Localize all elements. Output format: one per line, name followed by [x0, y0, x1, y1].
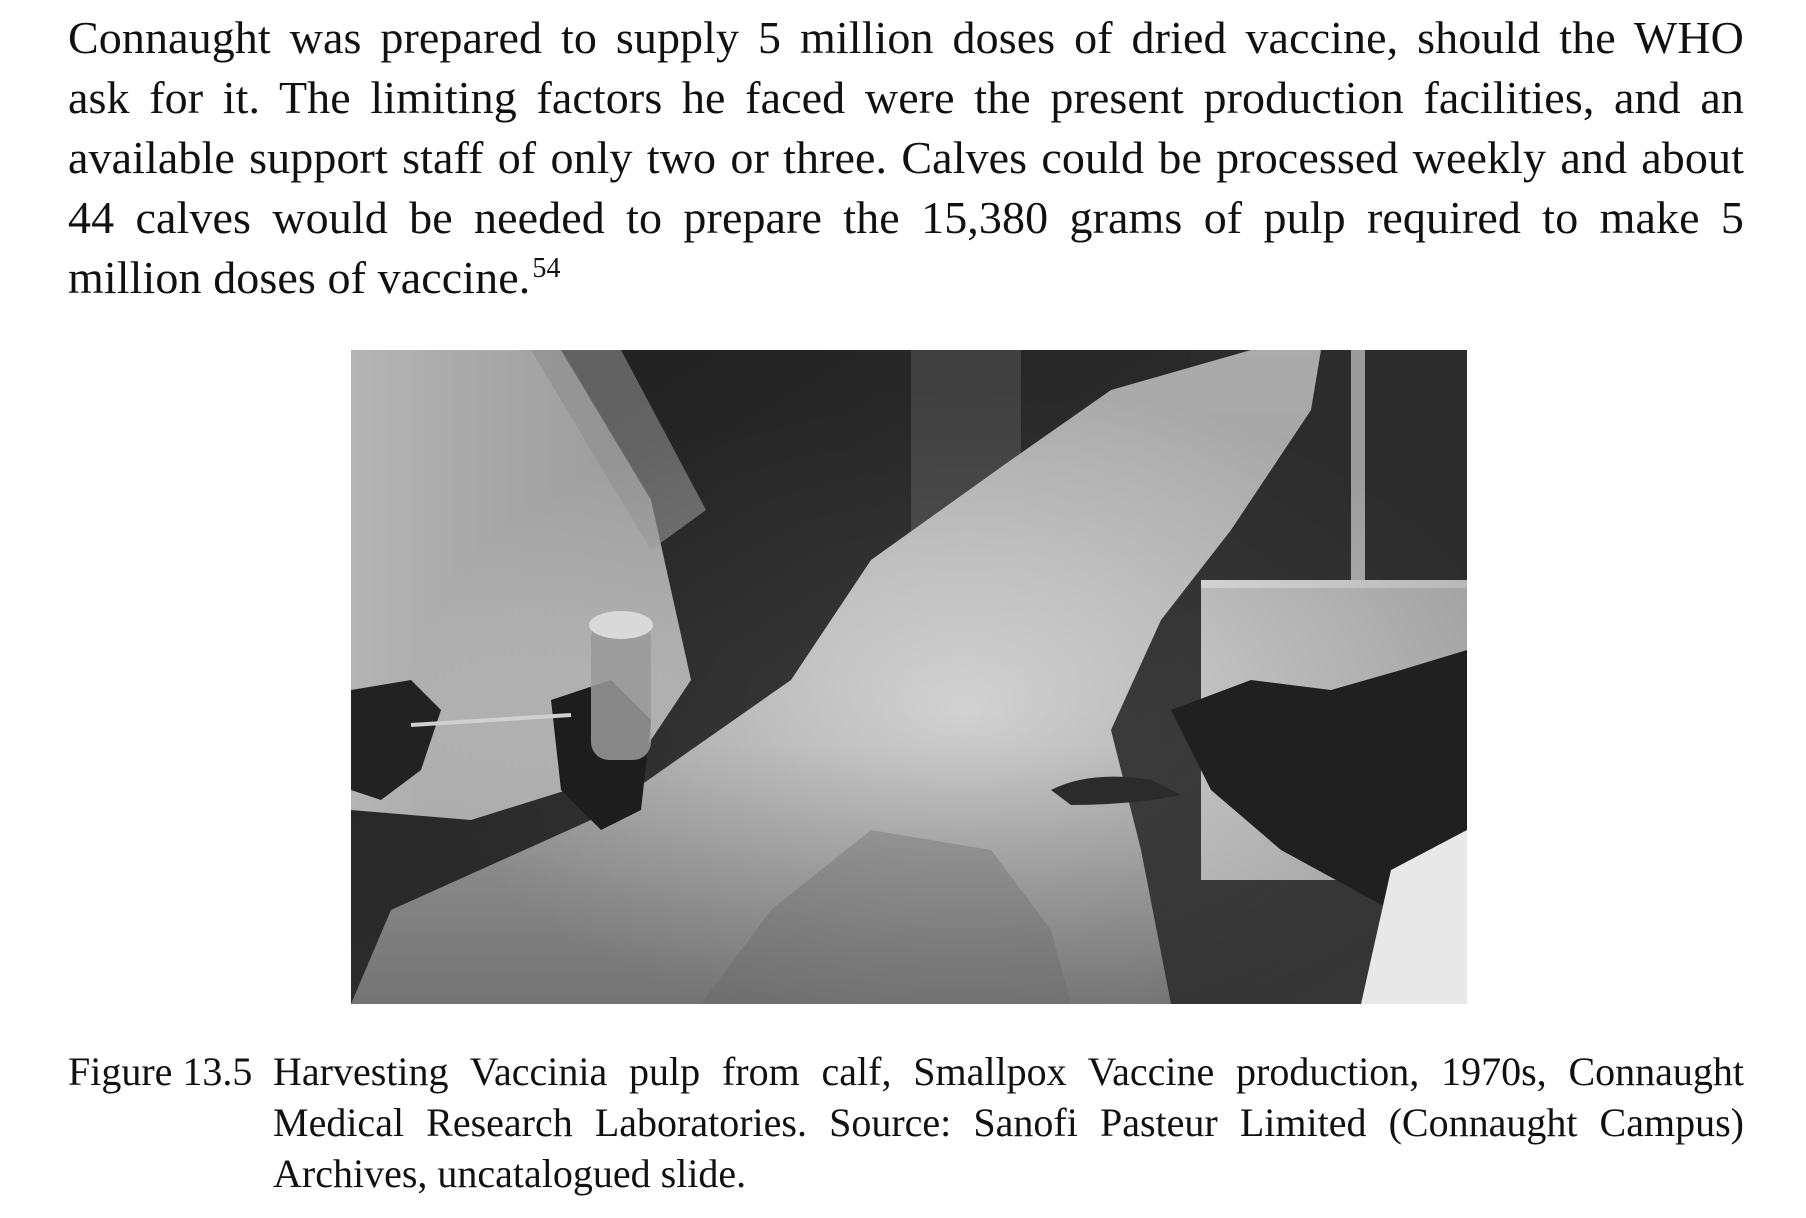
caption-line-1: Harvesting Vaccinia pulp from calf, Smallpox Vaccine production, 1970s, Connaught: [273, 1049, 1744, 1094]
collection-bottle: [591, 620, 651, 760]
caption-line-2: Medical Research Laboratories. Source: Sanofi Pasteur Limited (Connaught Campus): [273, 1100, 1744, 1145]
paragraph-line-1: Connaught was prepared to supply 5 million doses of dried vaccine, should the WHO: [68, 12, 1744, 63]
footnote-reference: 54: [532, 252, 561, 284]
photo-illustration: [351, 350, 1467, 1004]
caption-text: [273, 1046, 1744, 1199]
book-page: [68, 0, 1744, 1218]
paragraph-line-2: ask for it. The limiting factors he faced were the present production facilities, and an: [68, 72, 1744, 123]
paragraph-line-4: 44 calves would be needed to prepare the 15,380 grams of pulp required to make 5: [68, 192, 1744, 243]
figure-label: Figure 13.5: [68, 1049, 253, 1094]
figure-photograph: [351, 350, 1467, 1004]
paragraph-last-line: [68, 248, 1744, 308]
paragraph-line-3: available support staff of only two or three. Calves could be processed weekly and about: [68, 132, 1744, 183]
paragraph-last-line-text: million doses of vaccine.: [68, 252, 531, 303]
body-paragraph: [68, 0, 1744, 330]
caption-line-3: Archives, uncatalogued slide.: [273, 1151, 747, 1196]
